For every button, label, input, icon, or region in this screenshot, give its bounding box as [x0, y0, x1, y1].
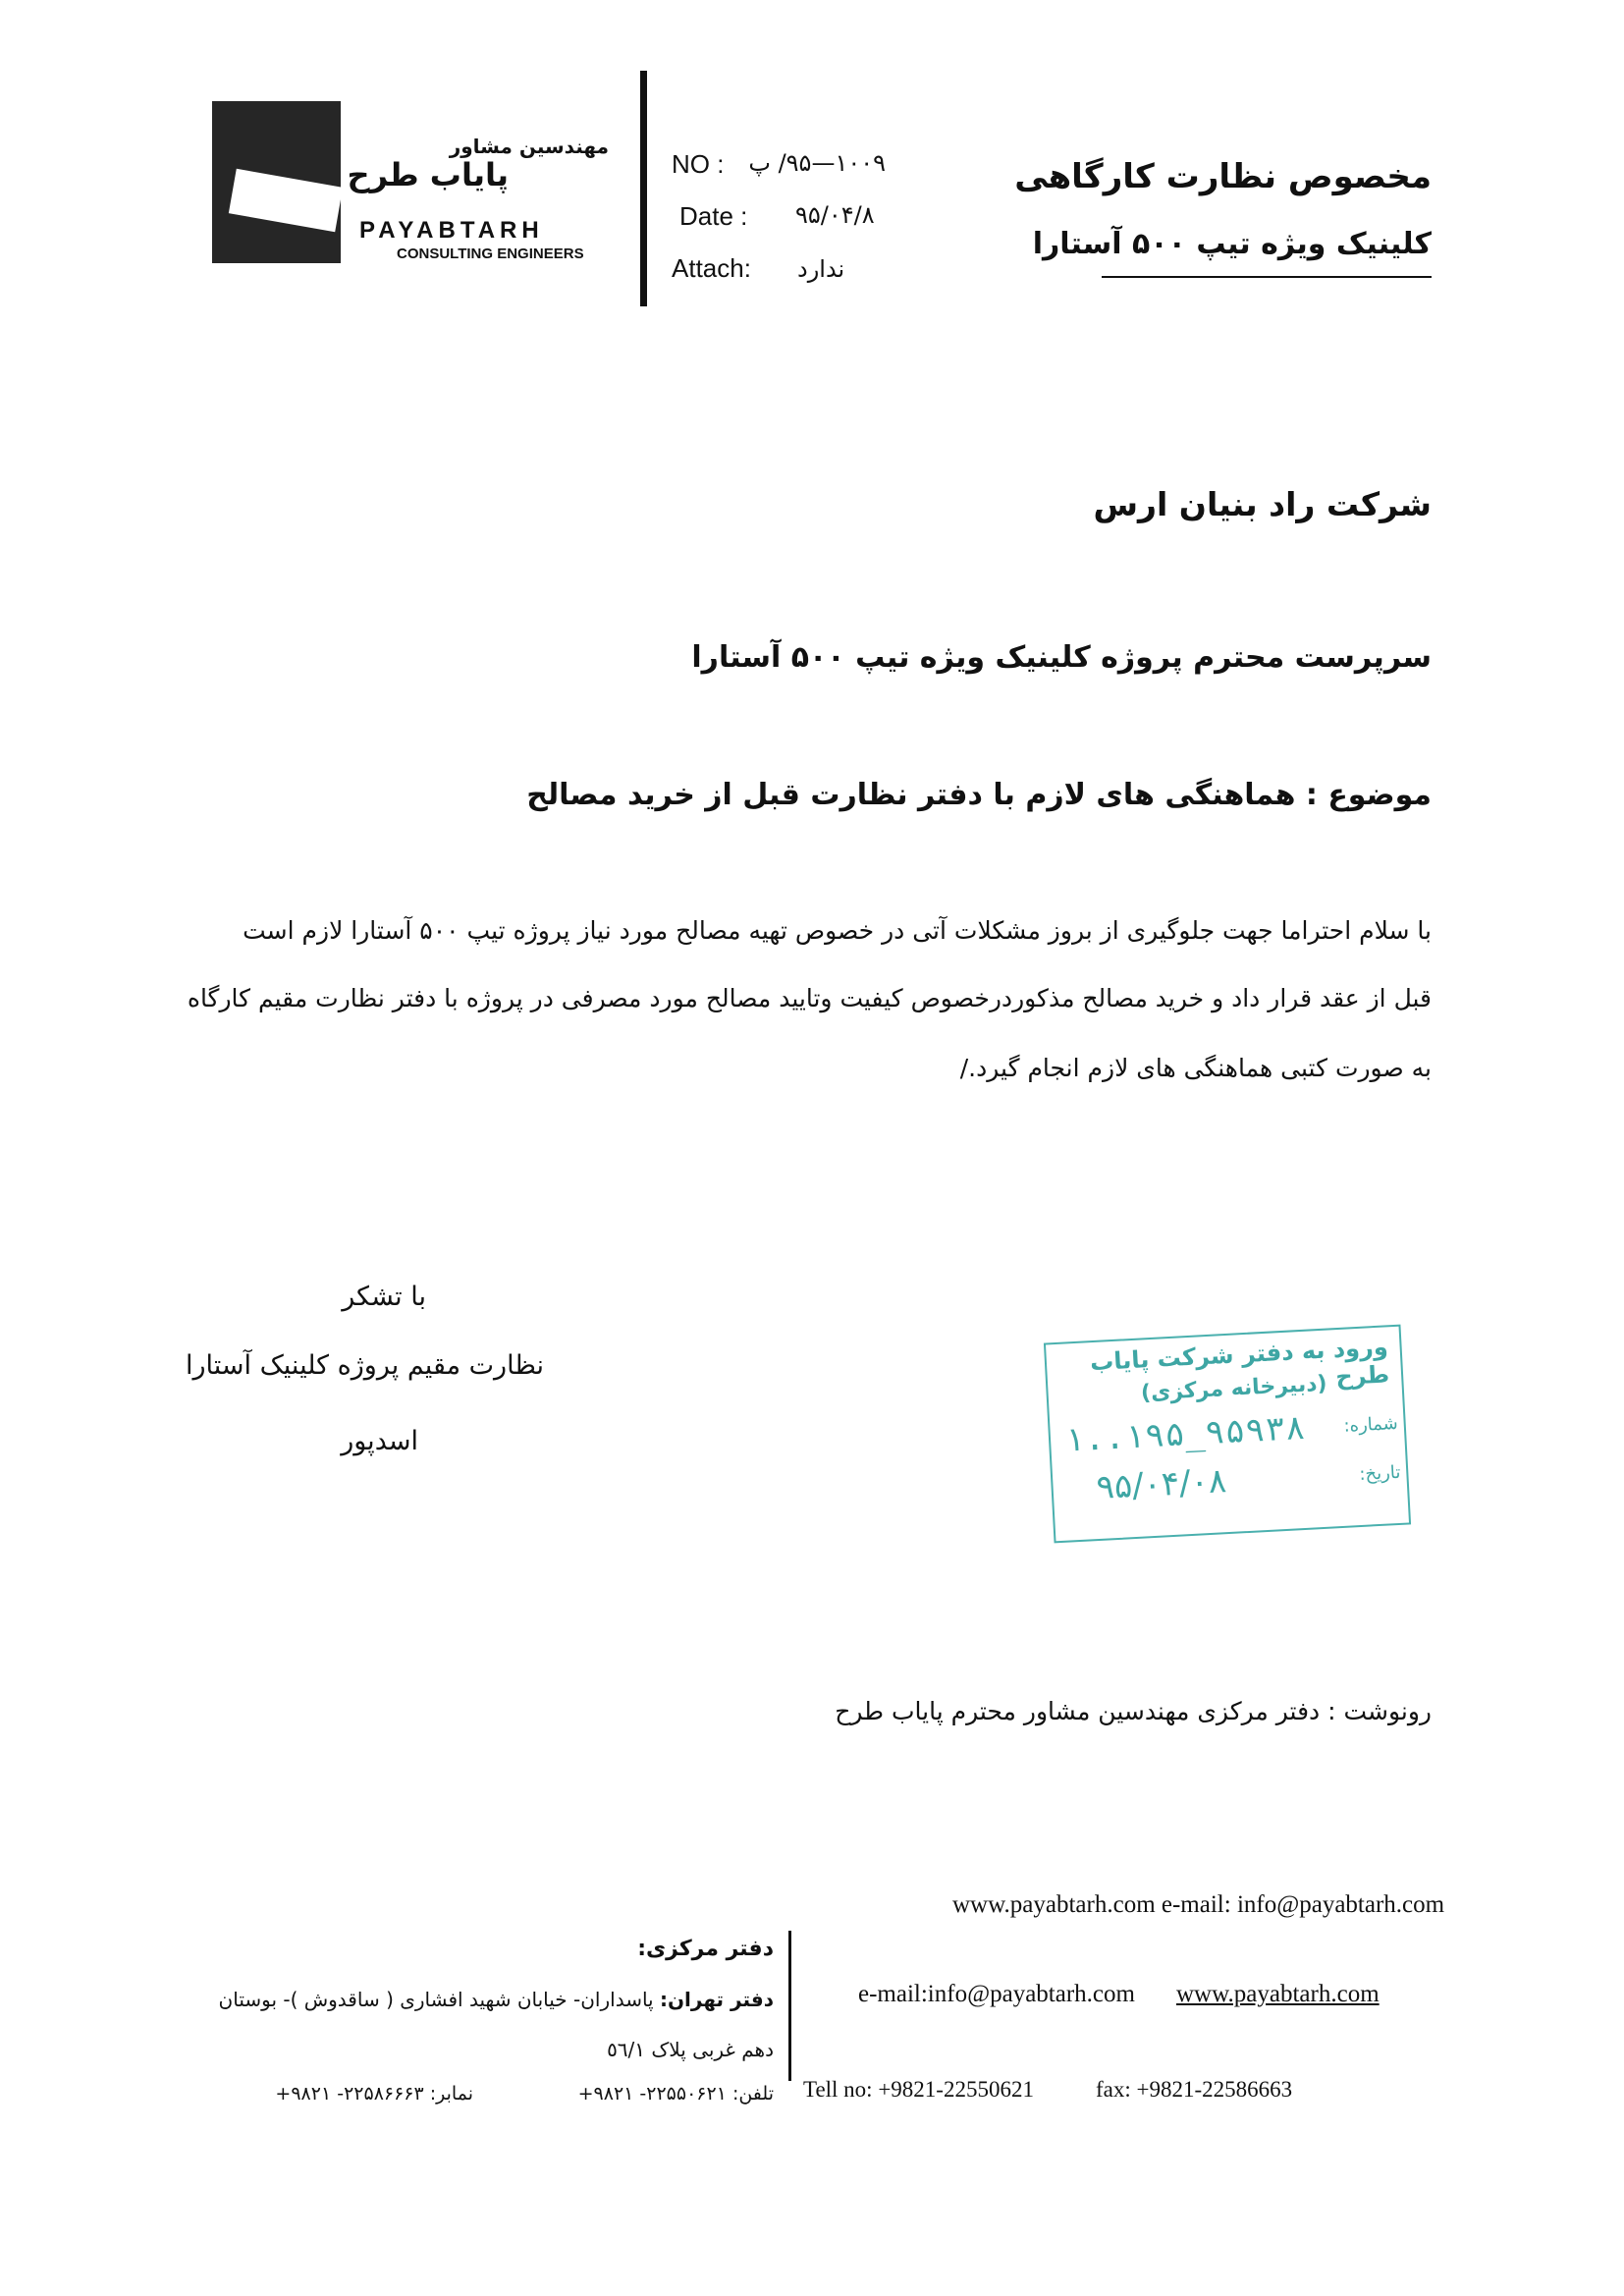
project-title-underline [1102, 276, 1432, 278]
footer-tehran-address: پاسداران- خیابان شهید افشاری ( ساقدوش )- بوستان [218, 1988, 654, 2011]
recipient-company: شرکت راد بنیان ارس [1093, 485, 1432, 523]
stamp-date-label: تاریخ: [1358, 1461, 1401, 1486]
footer-tehran-address-2: دهم غربی پلاک ٥٦/١ [607, 2038, 774, 2061]
logo-english-name: PAYABTARH [359, 217, 544, 244]
ref-attach-label: Attach: [672, 253, 751, 283]
footer-phone-fa: تلفن: ۲۲۵۵۰۶۲۱- ۹۸۲۱+ [577, 2083, 774, 2105]
footer-email: e-mail:info@payabtarh.com [858, 1981, 1135, 2007]
project-title: کلینیک ویژه تیپ ۵۰۰ آستارا [1032, 227, 1432, 261]
stamp-line-2: (دبیرخانه مرکزی) [1140, 1371, 1328, 1406]
footer-website-link[interactable]: www.payabtarh.com [1176, 1981, 1380, 2007]
header-divider [640, 71, 647, 306]
ref-date-label: Date : [679, 201, 748, 231]
ref-date-value: ۹۵/۰۴/۸ [795, 201, 875, 229]
footer-tehran-label: دفتر تهران: [659, 1988, 774, 2011]
receipt-stamp [1044, 1325, 1411, 1544]
stamp-number-value: ۱..۱۹۵_۹۵۹۳۸ [1063, 1407, 1307, 1460]
footer-divider [788, 1931, 791, 2081]
footer-tehran-address-line [219, 1988, 774, 2011]
footer-fax: fax: +9821-22586663 [1096, 2077, 1293, 2102]
stamp-date-value: ۹۵/۰۴/۰۸ [1095, 1461, 1228, 1508]
company-logo [212, 101, 617, 263]
addressee: سرپرست محترم پروژه کلینیک ویژه تیپ ۵۰۰ آستارا [691, 640, 1432, 675]
body-line-3: به صورت کتبی هماهنگی های لازم انجام گیرد./ [959, 1054, 1432, 1082]
signature-role: نظارت مقیم پروژه کلینیک آستارا [186, 1350, 544, 1381]
footer-web-email: www.payabtarh.com e-mail: info@payabtarh.com [952, 1891, 1445, 1918]
footer-tel: Tell no: +9821-22550621 [803, 2077, 1034, 2102]
logo-persian-name: پایاب طرح [347, 156, 509, 193]
footer-central-office: دفتر مرکزی: [637, 1937, 774, 1961]
footer-fax-fa: نمابر: ۲۲۵۸۶۶۶۳- ۹۸۲۱+ [275, 2083, 473, 2105]
signature-name: اسدپور [341, 1426, 418, 1456]
signature-closing: با تشکر [342, 1282, 426, 1312]
body-line-2: قبل از عقد قرار داد و خرید مصالح مذکوردرخصوص کیفیت وتایید مصالح مورد مصرفی در پروژه با دفتر نظارت مقیم کارگاه [187, 984, 1432, 1012]
body-line-1: با سلام احتراما جهت جلوگیری از بروز مشکلات آتی در خصوص تهیه مصالح مورد نیاز پروژه تیپ ۵۰۰ آستارا لازم است [243, 916, 1432, 945]
cc-line: رونوشت : دفتر مرکزی مهندسین مشاور محترم پایاب طرح [835, 1697, 1432, 1725]
stamp-number-label: شماره: [1343, 1412, 1399, 1437]
stamp-line-1: ورود به دفتر شرکت پایاب طرح [1089, 1333, 1390, 1392]
ref-no-label: NO : [672, 149, 725, 179]
logo-english-subtitle: CONSULTING ENGINEERS [397, 246, 584, 262]
subject-line: موضوع : هماهنگی های لازم با دفتر نظارت قبل از خرید مصالح [526, 778, 1432, 812]
letter-category-title: مخصوص نظارت کارگاهی [1014, 157, 1432, 196]
logo-persian-subtitle: مهندسین مشاور [449, 135, 609, 158]
ref-attach-value: ندارد [797, 255, 845, 283]
ref-no-value: ۱۰۰۹—۹۵/ پ [748, 149, 886, 177]
